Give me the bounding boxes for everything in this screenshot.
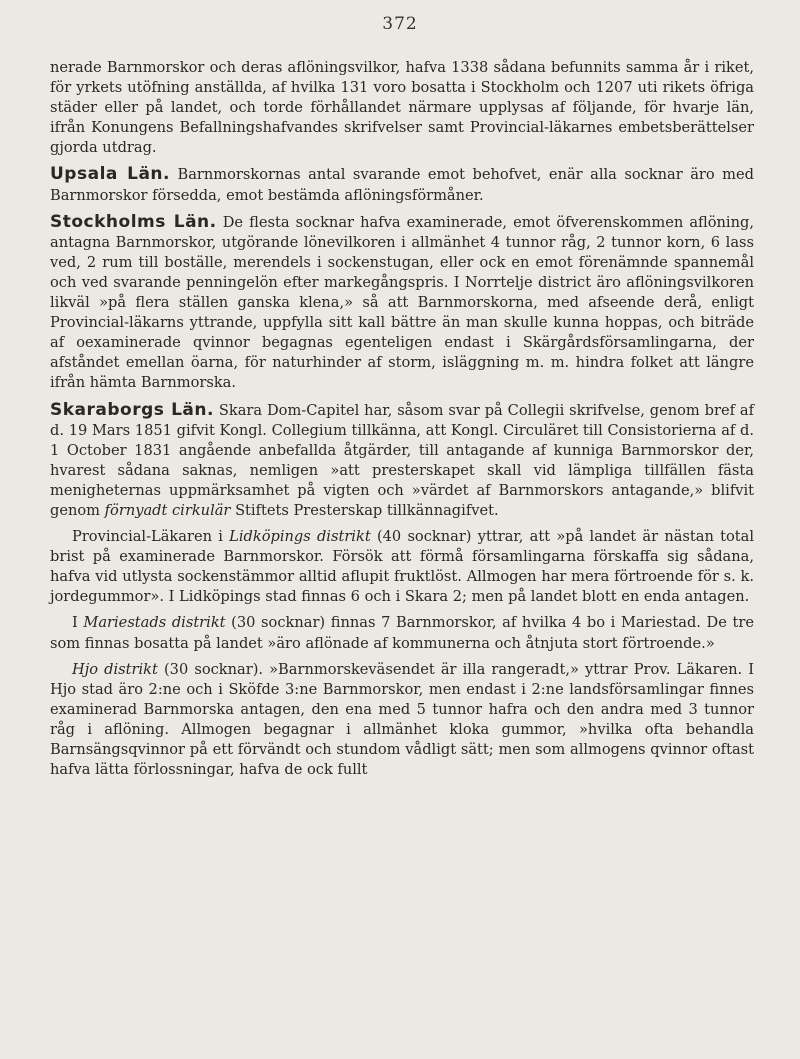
uppsala-section [50,164,754,205]
stockholm-heading: Stockholms Län. [50,211,217,232]
stockholm-section [50,212,754,394]
uppsala-heading: Upsala Län. [50,164,170,185]
skaraborg-section [50,400,754,522]
mariestad-district: Mariestads distrikt [83,614,226,632]
skaraborg-heading: Skaraborgs Län. [50,399,214,420]
lidkoping-body: (40 socknar) yttrar, att »på landet är nästan total brist på examinerade Barnmorskor. Försök att förmå församlingarna förskaffa sig sådana, hafva vid utlysta sockenstämmor alltid aflupit fruktlöst. Allmogen har mera förtroende för s. k. jordegummor». I Lidköpings stad finnas 6 och i Skara 2; men på landet blott en enda antagen. [50,528,754,606]
uppsala-body: Barnmorskornas antal svarande emot behofvet, enär alla socknar äro med Barnmorskor försedda, emot bestämda aflöningsförmåner. [50,166,754,204]
mariestad-pre: I [72,614,78,632]
skaraborg-body-b: Stiftets Presterskap tillkännagifvet. [235,501,499,519]
hjo-district: Hjo distrikt [72,660,158,678]
lidkoping-district: Lidköpings distrikt [229,528,371,546]
intro-paragraph: nerade Barnmorskor och deras aflöningsvilkor, hafva 1338 sådana befunnits samma år i riket, för yrkets utöfning anställda, af hvilka 131 voro bosatta i Stockholm och 1207 uti rikets öfriga städer eller på landet, och torde förhållandet närmare upplysas af följande, för hvarje län, ifrån Konungens Befallningshafvandes skrifvelser samt Provincial-läkarnes embetsberättelser gjorda utdrag. [50,59,754,157]
page-text [50,58,754,780]
skaraborg-body-emphasis: förnyadt cirkulär [104,501,231,519]
hjo-paragraph [50,660,754,781]
mariestad-body: (30 socknar) finnas 7 Barnmorskor, af hvilka 4 bo i Mariestad. De tre som finnas bosatta på landet »äro aflönade af kommunerna och åtnjuta stort förtroende.» [50,614,754,652]
lidkoping-paragraph [50,527,754,607]
hjo-body: (30 socknar). »Barnmorskeväsendet är illa rangeradt,» yttrar Prov. Läkaren. I Hjo stad äro 2:ne och i Sköfde 3:ne Barnmorskor, men endast i 2:ne landsförsamlingar finnes examinerad Barnmorska antagen, den ena med 5 tunnor hafra och den andra med 3 tunnor råg i aflöning. Allmogen begagnar i allmänhet kloka gummor, »hvilka ofta behandla Barnsängsqvinnor på ett förvändt och stundom vådligt sätt; men som allmogens qvinnor oftast hafva lätta förlossningar, hafva de ock fullt [50,660,754,779]
mariestad-paragraph [50,613,754,653]
skaraborg-body-a: Skara Dom-Capitel har, såsom svar på Collegii skrifvelse, genom bref af d. 19 Mars 1851 gifvit Kongl. Collegium tillkänna, att Kongl. Circuläret till Consistorierna af d. 1 October 1831 angående anbefallda åtgärder, till antagande af kunniga Barnmorskor der, hvarest sådana saknas, nemligen »att presterskapet skall vid lämpliga tillfällen fästa menigheternas uppmärksamhet på vigten och »värdet af Barnmorskors antagande,» blifvit genom [50,401,755,519]
lidkoping-pre: Provincial-Läkaren i [72,528,223,546]
page-number: 372 [382,14,418,34]
stockholm-body: De flesta socknar hafva examinerade, emot öfverenskommen aflöning, antagna Barnmorskor, utgörande lönevilkoren i allmänhet 4 tunnor råg, 2 tunnor korn, 6 lass ved, 2 rum till boställe, merendels i sockenstugan, eller ock en emot förenämnde spannemål och ved svarande penningelön efter markegångspris. I Norrtelje district äro aflöningsvilkoren likväl »på flera ställen ganska klena,» så att Barnmorskorna, med afseende derå, enligt Provincial-läkarns yttrande, uppfylla sitt kall bättre än man skulle kunna hoppas, och biträde af oexaminerade qvinnor begagnas egenteligen endast i Skärgårdsförsamlingarna, der afståndet emellan öarna, för naturhinder af storm, isläggning m. m. hindra folket att längre ifrån hämta Barnmorska. [50,213,754,392]
